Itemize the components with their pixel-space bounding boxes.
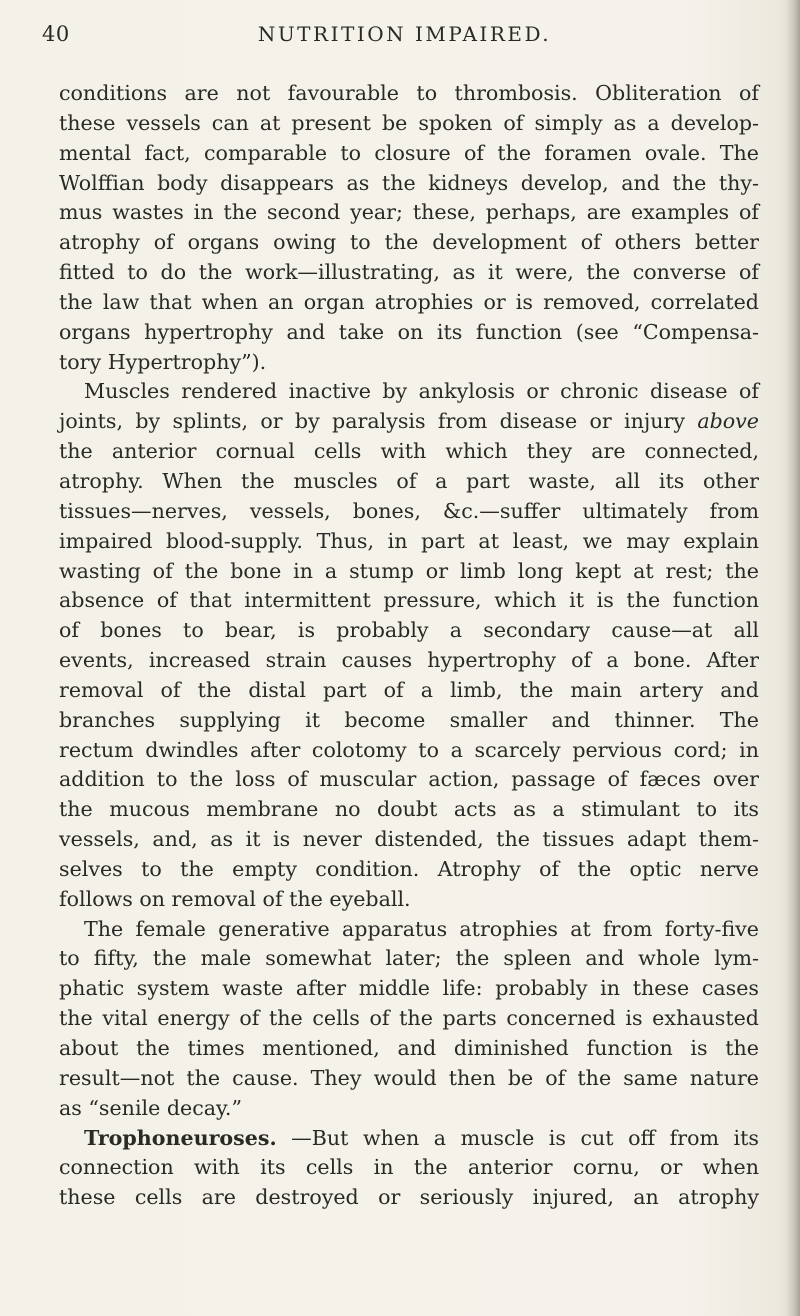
- text-line: mental fact, comparable to closure of the foramen ovale. The: [59, 140, 759, 165]
- text-line: branches supplying it become smaller and thinner. The: [59, 707, 759, 732]
- text-line: atrophy of organs owing to the development of others better: [59, 230, 759, 255]
- text-line: rectum dwindles after colotomy to a scarcely pervious cord; in: [59, 737, 759, 762]
- text-line: result—not the cause. They would then be of the same nature: [59, 1065, 759, 1090]
- text-line: addition to the loss of muscular action, passage of fæces over: [59, 767, 759, 792]
- text-fragment: joints, by splints, or by paralysis from disease or injury: [59, 409, 698, 434]
- text-line: phatic system waste after middle life: probably in these cases: [59, 976, 759, 1001]
- text-line: of bones to bear, is probably a secondary cause—at all: [59, 618, 759, 643]
- text-line: the vital energy of the cells of the parts concerned is exhausted: [59, 1006, 759, 1031]
- text-line: impaired blood-supply. Thus, in part at least, we may explain: [59, 528, 759, 553]
- running-head: NUTRITION IMPAIRED.: [257, 22, 552, 46]
- text-line: tory Hypertrophy”).: [59, 349, 267, 374]
- text-fragment: —But when a muscle is cut off from its: [276, 1125, 759, 1150]
- text-line-with-italic: [59, 407, 759, 437]
- text-line: removal of the distal part of a limb, the main artery and: [59, 677, 759, 702]
- text-line: fitted to do the work—illustrating, as it were, the converse of: [59, 260, 759, 285]
- text-line: connection with its cells in the anterior cornu, or when: [59, 1155, 759, 1180]
- text-line: absence of that intermittent pressure, which it is the function: [59, 588, 759, 613]
- text-line: about the times mentioned, and diminished function is the: [59, 1036, 759, 1060]
- section-heading: Trophoneuroses.: [84, 1125, 277, 1150]
- text-line: follows on removal of the eyeball.: [59, 886, 411, 911]
- text-line: the law that when an organ atrophies or is removed, correlated: [59, 289, 759, 314]
- italic-word: above: [697, 409, 759, 434]
- text-line: selves to the empty condition. Atrophy of the optic nerve: [59, 856, 759, 881]
- text-line: organs hypertrophy and take on its function (see “Compensa-: [59, 319, 759, 344]
- text-line: tissues—nerves, vessels, bones, &c.—suffer ultimately from: [59, 498, 759, 523]
- text-line: the anterior cornual cells with which they are connected,: [59, 439, 759, 464]
- page-number: 40: [42, 22, 70, 46]
- text-line: to fifty, the male somewhat later; the spleen and whole lym-: [59, 946, 759, 971]
- text-line: Muscles rendered inactive by ankylosis or chronic disease of: [84, 379, 759, 404]
- body-text: [59, 79, 759, 1213]
- section-heading-line: [59, 1124, 759, 1154]
- text-line: wasting of the bone in a stump or limb long kept at rest; the: [59, 558, 759, 583]
- page-gutter-shadow: [786, 0, 800, 1316]
- page-header: [42, 22, 757, 52]
- text-line: the mucous membrane no doubt acts as a stimulant to its: [59, 797, 759, 822]
- text-line: these vessels can at present be spoken of simply as a develop-: [59, 110, 759, 135]
- text-line: Wolffian body disappears as the kidneys develop, and the thy-: [59, 170, 759, 195]
- text-line: these cells are destroyed or seriously injured, an atrophy: [59, 1185, 759, 1210]
- text-line: events, increased strain causes hypertrophy of a bone. After: [59, 648, 759, 673]
- text-line: The female generative apparatus atrophies at from forty-five: [84, 916, 759, 941]
- text-line: atrophy. When the muscles of a part waste, all its other: [59, 468, 759, 493]
- text-line: mus wastes in the second year; these, perhaps, are examples of: [59, 200, 759, 225]
- text-line: vessels, and, as it is never distended, the tissues adapt them-: [59, 827, 759, 852]
- text-line: conditions are not favourable to thrombosis. Obliteration of: [59, 81, 759, 105]
- text-line: as “senile decay.”: [59, 1095, 242, 1120]
